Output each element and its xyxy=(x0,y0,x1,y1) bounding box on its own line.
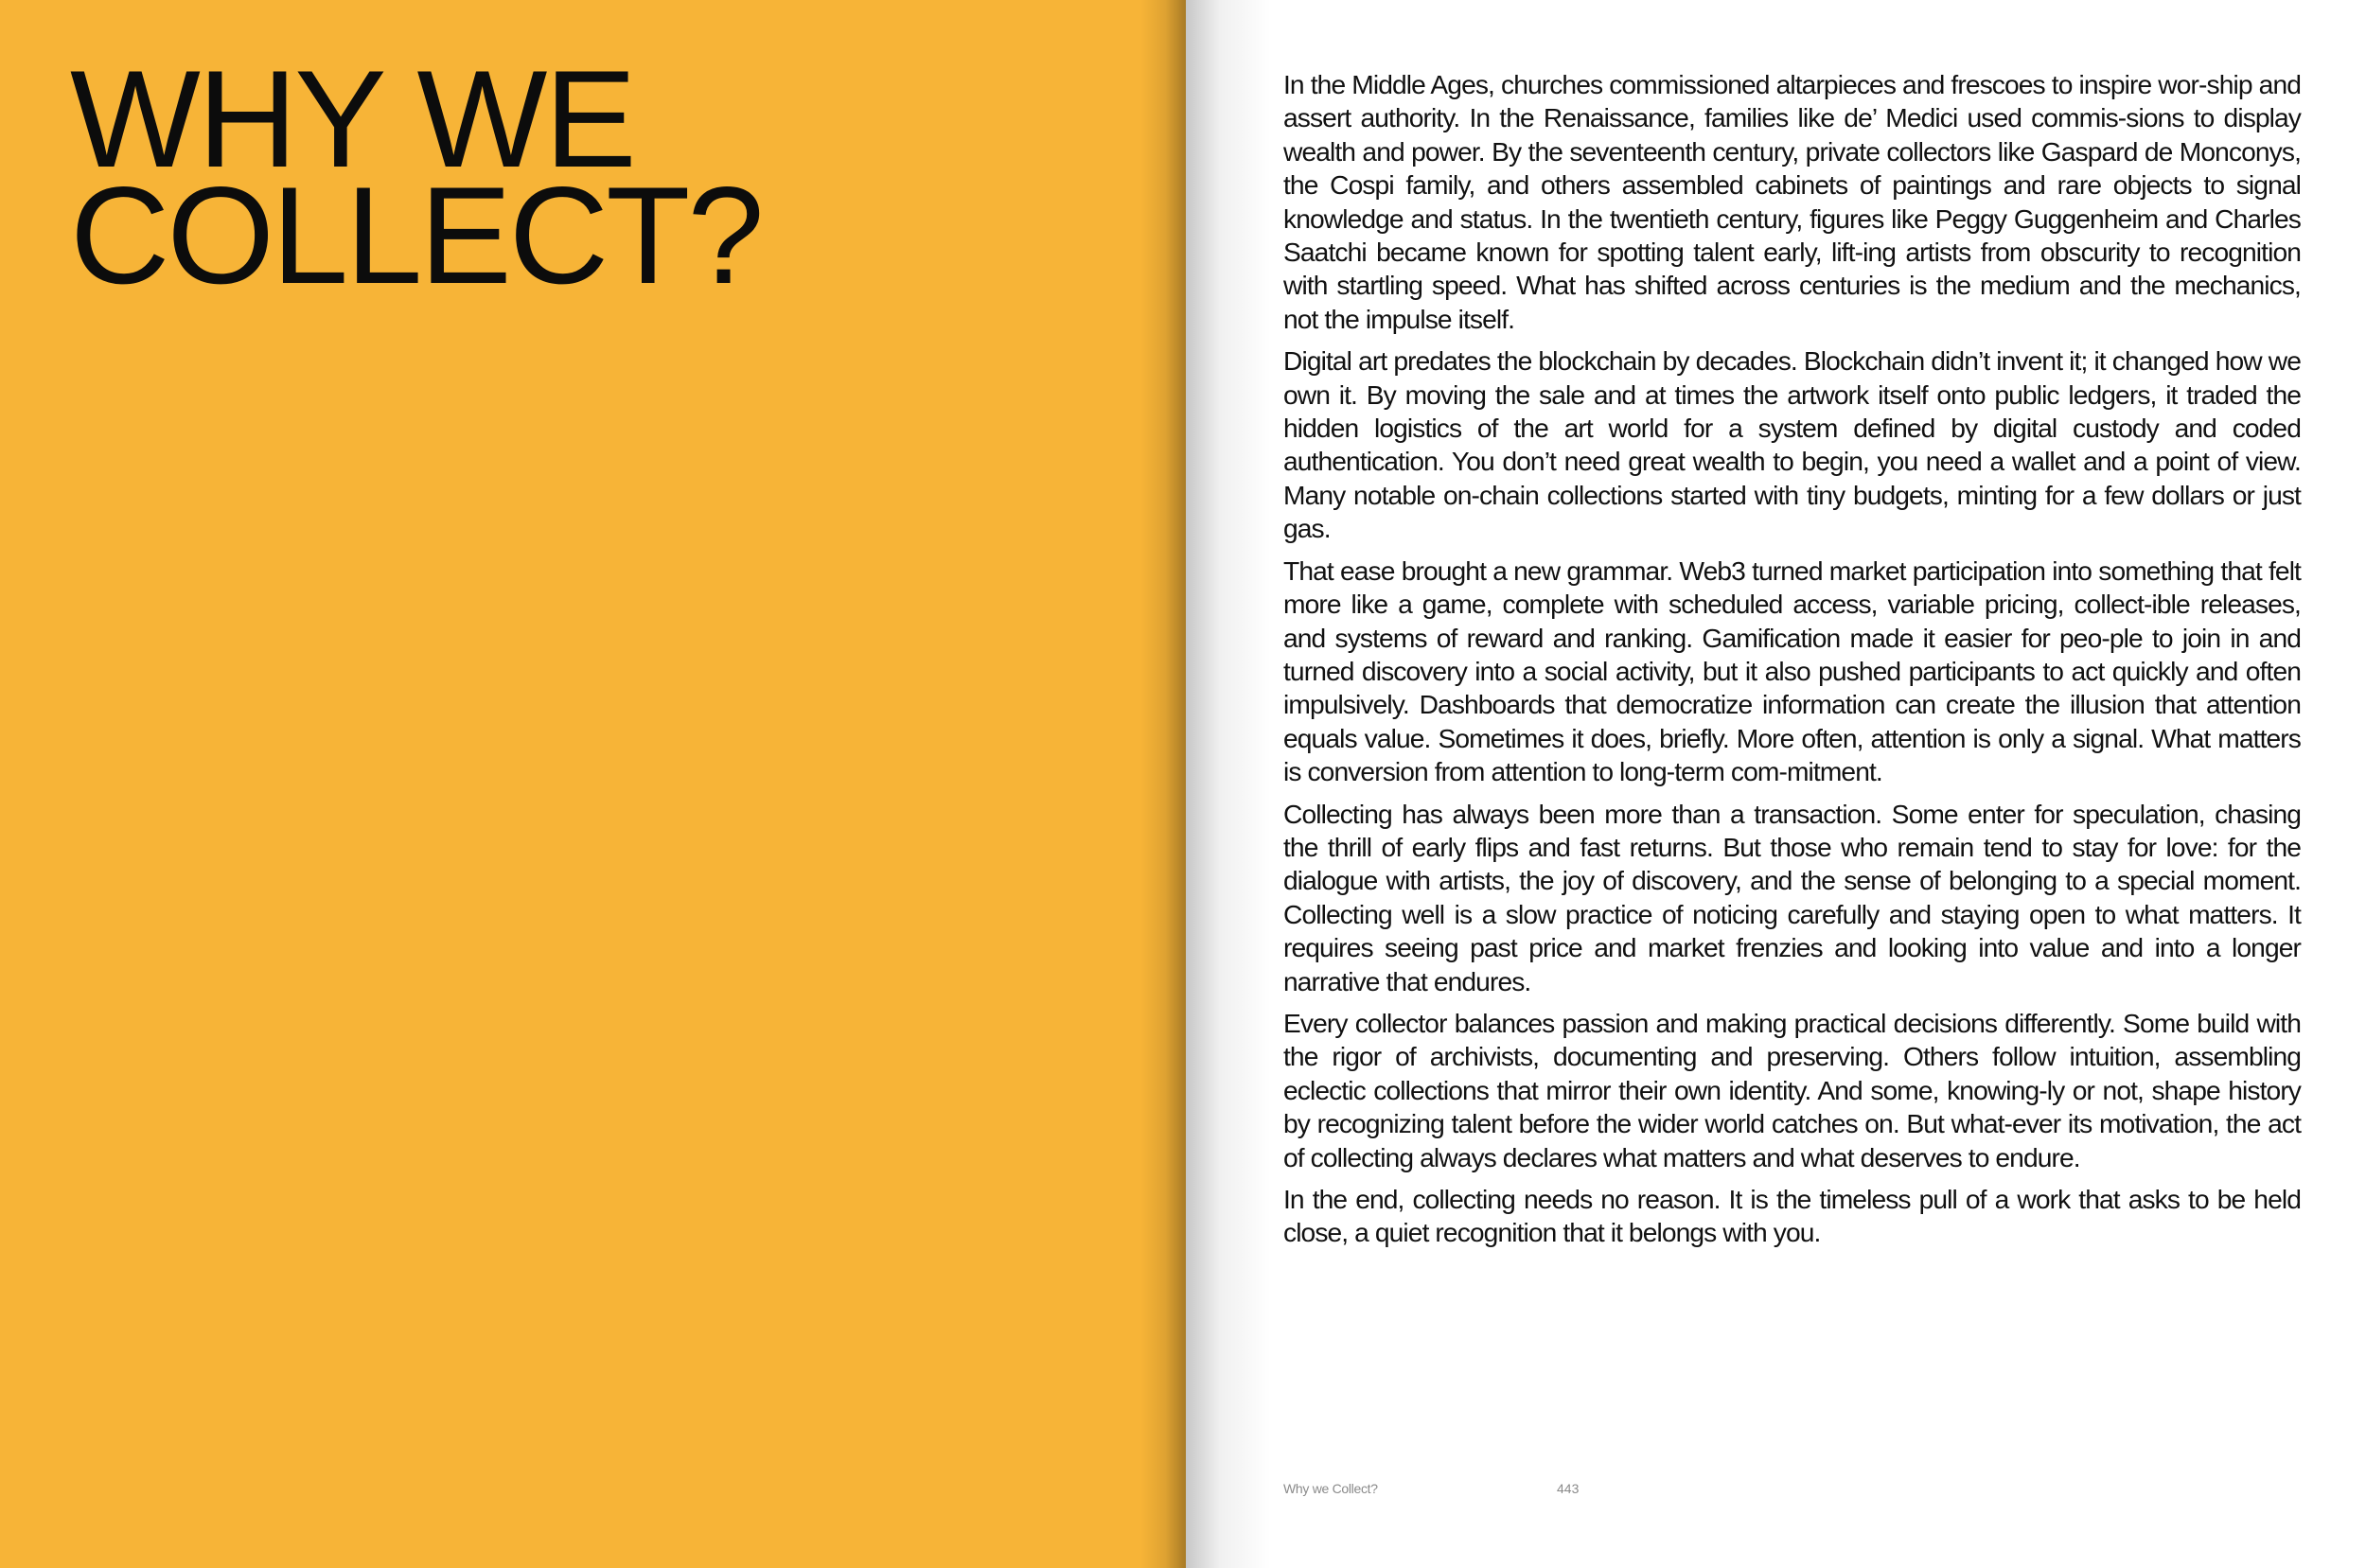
page-number: 443 xyxy=(1557,1481,1580,1496)
paragraph-1: In the Middle Ages, churches commissioned altarpieces and frescoes to inspire wor-ship and assert authority. In the Renaissance, families like de’ Medici used commis-sions to display wealth and power. By the seventeenth century, private collectors like Gaspard de Monconys, the Cospi family, and others assembled cabinets of paintings and rare objects to signal knowledge and status. In the twentieth century, figures like Peggy Guggenheim and Charles Saatchi became known for spotting talent early, lift-ing artists from obscurity to recognition with startling speed. What has shifted across centuries is the medium and the mechanics, not the impulse itself. xyxy=(1283,69,2301,334)
page-title xyxy=(70,42,762,312)
paragraph-2: Digital art predates the blockchain by decades. Blockchain didn’t invent it; it changed how we own it. By moving the sale and at times the artwork itself onto public ledgers, it traded the hidden logistics of the art world for a system defined by digital custody and coded authentication. You don’t need great wealth to begin, you need a wallet and a point of view. Many notable on-chain collections started with tiny budgets, minting for a few dollars or just gas. xyxy=(1283,345,2301,544)
page-curl-shadow xyxy=(1186,0,1271,1568)
paragraph-5: Every collector balances passion and making practical decisions differently. Some build with the rigor of archivists, documenting and preserving. Others follow intuition, assembling eclectic collections that mirror their own identity. And some, knowing-ly or not, shape history by recognizing talent before the wider world catches on. But what-ever its motivation, the act of collecting always declares what matters and what deserves to endure. xyxy=(1283,1007,2301,1172)
gutter-shadow xyxy=(1140,0,1186,1568)
paragraph-4: Collecting has always been more than a transaction. Some enter for speculation, chasing the thrill of early flips and fast returns. But those who remain tend to stay for love: for the dialogue with artists, the joy of discovery, and the sense of belonging to a special moment. Collecting well is a slow practice of noticing carefully and staying open to what matters. It requires seeing past price and market frenzies and looking into value and into a longer narrative that endures. xyxy=(1283,798,2301,996)
title-line-2: COLLECT? xyxy=(70,158,762,312)
paragraph-6: In the end, collecting needs no reason. It is the timeless pull of a work that asks to be held close, a quiet recognition that it belongs with you. xyxy=(1283,1184,2301,1248)
title-line-1: WHY WE xyxy=(70,42,634,196)
running-footer-title: Why we Collect? xyxy=(1283,1481,1378,1496)
body-text xyxy=(1283,68,2301,1259)
paragraph-3: That ease brought a new grammar. Web3 turned market participation into something that felt more like a game, complete with scheduled access, variable pricing, collect-ible releases, and systems of reward and ranking. Gamification made it easier for peo-ple to join in and turned discovery into a social activity, but it also pushed participants to act quickly and often impulsively. Dashboards that democratize information can create the illusion that attention equals value. Sometimes it does, briefly. More often, attention is only a signal. What matters is conversion from attention to long-term com-mitment. xyxy=(1283,555,2301,787)
